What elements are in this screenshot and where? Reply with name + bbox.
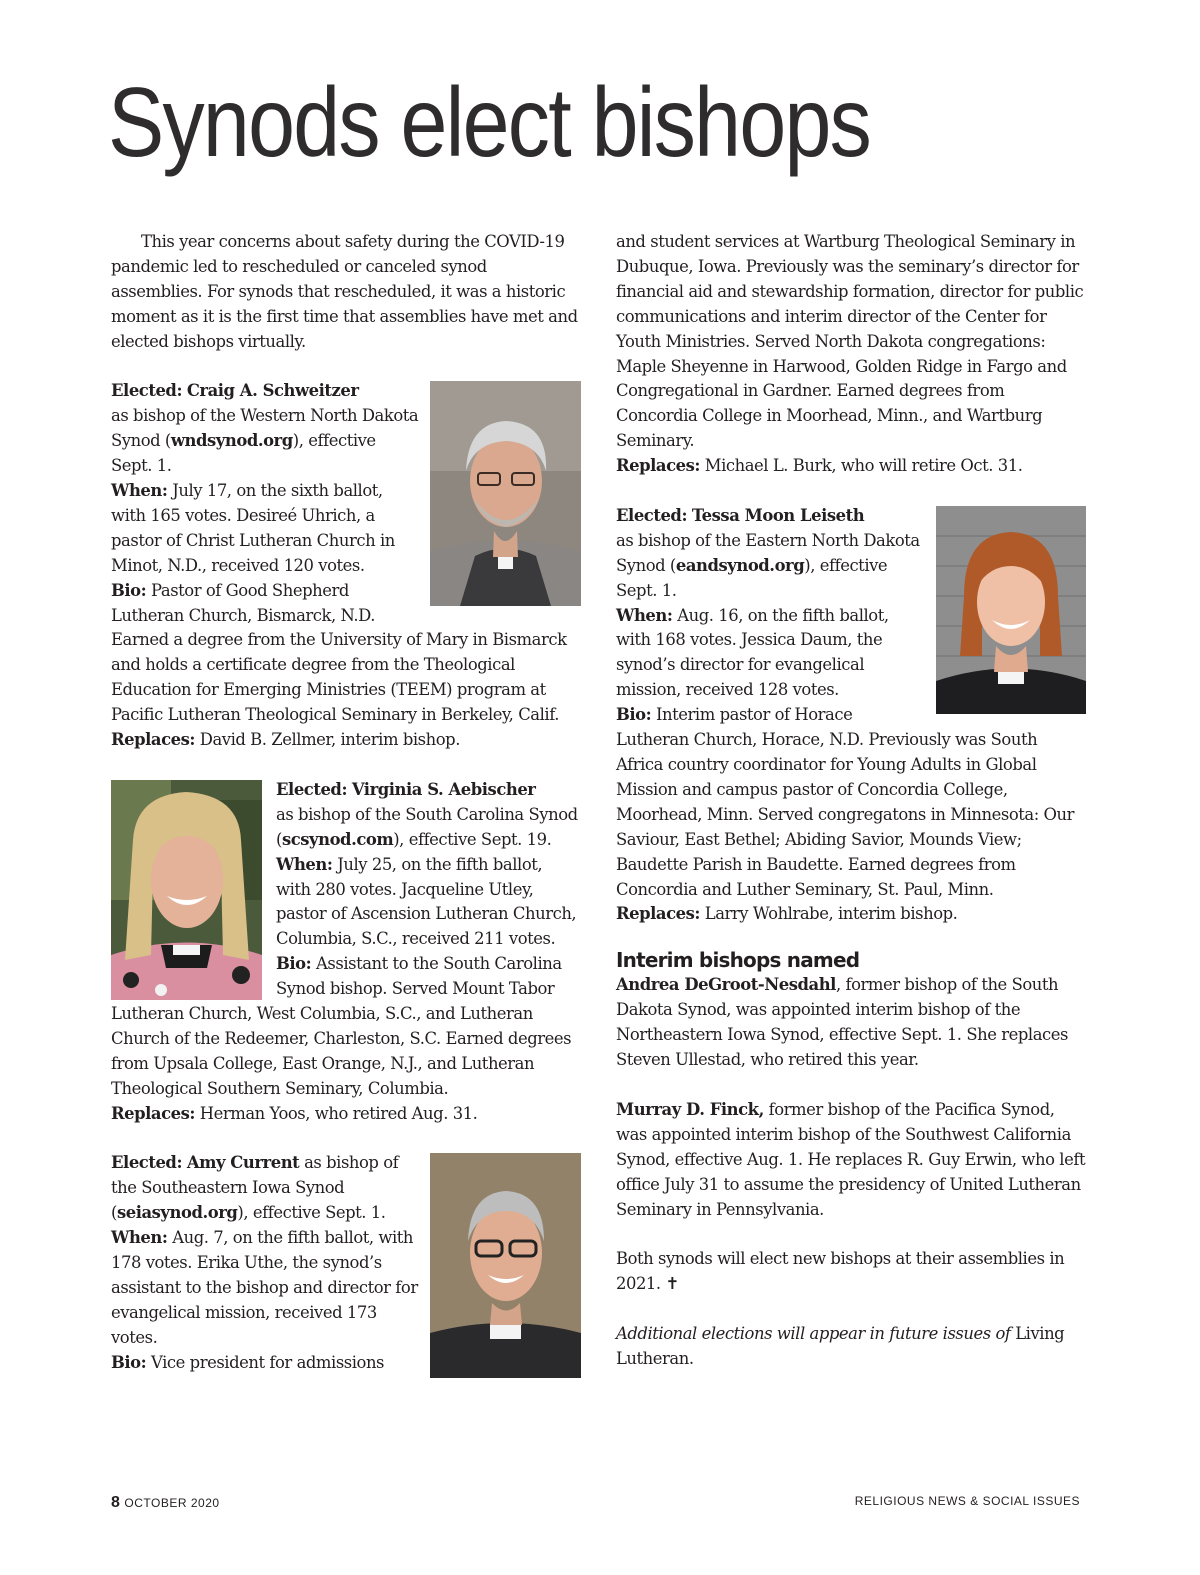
entry-craig-schweitzer: [111, 379, 581, 753]
craig-when: When: July 17, on the sixth ballot, with 165 votes. Desireé Uhrich, a pastor of Christ Lutheran Church in Minot, N.D., received 120 votes.: [111, 481, 395, 575]
craig-bio: Bio: Pastor of Good Shepherd Lutheran Church, Bismarck, N.D. Earned a degree from the University of Mary in Bismarck and holds a certificate degree from the Theological Education for Emerging Ministries (TEEM) program at Pacific Lutheran Theological Seminary in Berkeley, Calif.: [111, 580, 567, 725]
intro-paragraph: This year concerns about safety during the COVID-19 pandemic led to rescheduled or canceled synod assemblies. For synods that rescheduled, it was a historic moment as it is the first time that assemblies have met and elected bishops virtually.: [111, 232, 578, 351]
both-synods-paragraph: Both synods will elect new bishops at their assemblies in 2021. ✝: [616, 1249, 1065, 1294]
photo-amy-current: [430, 1153, 581, 1378]
craig-replaces: Replaces: David B. Zellmer, interim bishop.: [111, 730, 460, 750]
end-mark-cross-icon: ✝: [665, 1274, 679, 1294]
amy-replaces: Replaces: Michael L. Burk, who will retire Oct. 31.: [616, 456, 1023, 476]
footer-section: RELIGIOUS NEWS & SOCIAL ISSUES: [854, 1494, 1080, 1508]
virginia-when: When: July 25, on the fifth ballot, with 280 votes. Jacqueline Utley, pastor of Ascension Lutheran Church, Columbia, S.C., received 211 votes.: [276, 854, 577, 949]
entry-virginia-aebischer: [111, 778, 581, 1127]
tessa-when: When: Aug. 16, on the fifth ballot, with 168 votes. Jessica Daum, the synod’s director for evangelical mission, received 128 votes.: [616, 605, 889, 700]
tessa-replaces: Replaces: Larry Wohlrabe, interim bishop.: [616, 904, 958, 924]
amy-bio: Bio: Vice president for admissions: [111, 1352, 385, 1372]
amy-when: When: Aug. 7, on the fifth ballot, with 178 votes. Erika Uthe, the synod’s assistant to the bishop and director for evangelical mission, received 173 votes.: [111, 1228, 418, 1347]
photo-tessa-leiseth: [936, 506, 1086, 714]
page-number: 8: [111, 1494, 121, 1511]
virginia-replaces: Replaces: Herman Yoos, who retired Aug. 31.: [111, 1103, 478, 1123]
andrea-paragraph: Andrea DeGroot-Nesdahl, former bishop of the South Dakota Synod, was appointed interim bishop of the Northeastern Iowa Synod, effective Sept. 1. She replaces Steven Ullestad, who retired this year.: [616, 975, 1068, 1070]
entry-amy-current: [111, 1151, 581, 1375]
left-column: [111, 230, 581, 1378]
right-column: [616, 230, 1086, 1372]
photo-virginia-aebischer: [111, 780, 262, 1000]
murray-paragraph: Murray D. Finck, former bishop of the Pacifica Synod, was appointed interim bishop of the Southwest California Synod, effective Aug. 1. He replaces R. Guy Erwin, who left office July 31 to assume the presidency of United Lutheran Seminary in Pennsylvania.: [616, 1099, 1086, 1219]
craig-elected: Elected: Craig A. Schweitzer as bishop of the Western North Dakota Synod (wndsynod.org), effective Sept. 1.: [111, 381, 419, 476]
photo-craig-schweitzer: [430, 381, 581, 606]
page-title: Synods elect bishops: [108, 67, 871, 177]
tessa-elected: Elected: Tessa Moon Leiseth as bishop of the Eastern North Dakota Synod (eandsynod.org), effective Sept. 1.: [616, 505, 920, 600]
virginia-bio: Bio: Assistant to the South Carolina Synod bishop. Served Mount Tabor Lutheran Church, West Columbia, S.C., and Lutheran Church of the Redeemer, Charleston, S.C. Earned degrees from Upsala College, East Orange, N.J., and Lutheran Theological Southern Seminary, Columbia.: [111, 954, 572, 1098]
amy-bio-continued: and student services at Wartburg Theological Seminary in Dubuque, Iowa. Previously was the seminary’s director for financial aid and stewardship formation, director for public communications and interim director of the Center for Youth Ministries. Served North Dakota congregations: Maple Sheyenne in Harwood, Golden Ridge in Fargo and Congregational in Gardner. Earned degrees from Concordia College in Moorhead, Minn., and Wartburg Seminary.: [616, 232, 1084, 451]
tessa-bio: Bio: Interim pastor of Horace Lutheran Church, Horace, N.D. Previously was South Africa country coordinator for Young Adults in Global Mission and campus pastor of Concordia College, Moorhead, Minn. Served congregatons in Minnesota: Our Saviour, East Bethel; Abiding Savior, Mounds View; Baudette Parish in Baudette. Earned degrees from Concordia and Luther Seminary, St. Paul, Minn.: [616, 705, 1075, 899]
entry-tessa-leiseth: [616, 504, 1086, 927]
virginia-elected: Elected: Virginia S. Aebischer as bishop of the South Carolina Synod (scsynod.com), effective Sept. 19.: [276, 779, 578, 849]
interim-heading: Interim bishops named: [616, 948, 860, 973]
issue-date: OCTOBER 2020: [124, 1496, 220, 1510]
additional-elections-note: Additional elections will appear in future issues of Living Lutheran.: [616, 1324, 1065, 1368]
footer-left: [111, 1494, 220, 1512]
amy-elected: Elected: Amy Current as bishop of the Southeastern Iowa Synod (seiasynod.org), effective Sept. 1.: [111, 1153, 399, 1223]
